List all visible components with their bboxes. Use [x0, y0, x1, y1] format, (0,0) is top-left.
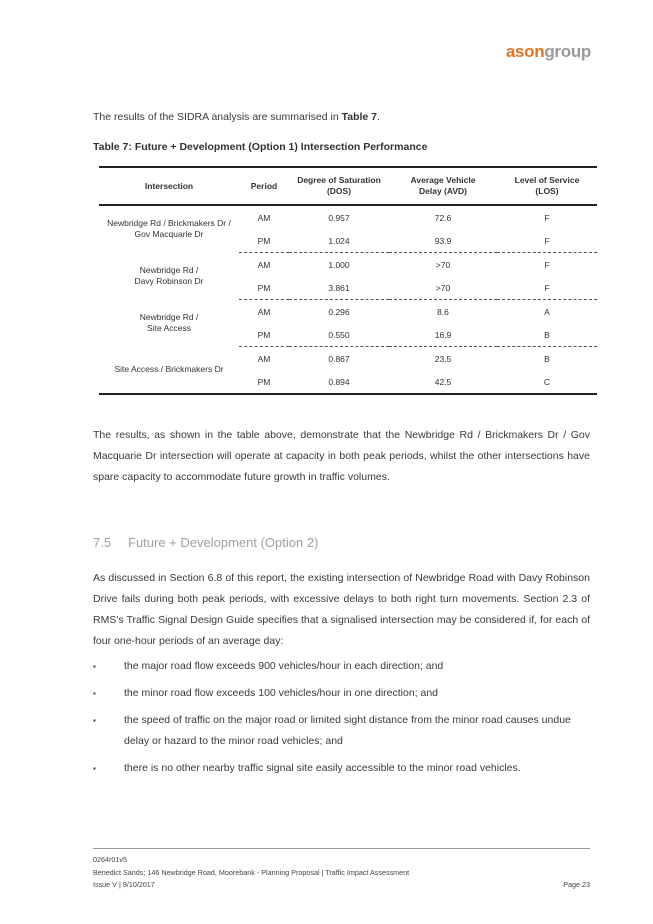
bullet-text: the major road flow exceeds 900 vehicles/hour in each direction; and	[124, 660, 444, 672]
header-los: Level of Service (LOS)	[497, 167, 597, 205]
los-cell: B	[544, 353, 550, 364]
avd-cell: 23.5	[434, 353, 452, 364]
dos-cell: 1.000	[328, 259, 350, 270]
los-cell: F	[497, 276, 597, 300]
results-paragraph: The results, as shown in the table above, demonstrate that the Newbridge Rd / Brickmakers Dr / Gov Macquarie Dr intersection will operate at capacity in both peak periods, whilst the other intersections have spare capacity to accommodate future growth in traffic volumes.	[93, 429, 590, 483]
los-cell: B	[497, 323, 597, 347]
dos-cell: 0.550	[289, 323, 389, 347]
bullet-text: the minor road flow exceeds 100 vehicles/hour in one direction; and	[124, 687, 439, 699]
list-item	[93, 710, 590, 752]
dos-cell: 3.861	[289, 276, 389, 300]
company-logo	[506, 42, 591, 62]
header-dos: Degree of Saturation (DOS)	[289, 167, 389, 205]
dos-cell: 1.024	[289, 229, 389, 253]
los-cell: F	[544, 259, 550, 270]
period-cell: PM	[239, 323, 289, 347]
avd-cell: >70	[435, 259, 451, 270]
section-title: Future + Development (Option 2)	[128, 535, 319, 550]
header-intersection: Intersection	[99, 167, 239, 205]
intro-text: The results of the SIDRA analysis are summarised in	[93, 111, 342, 123]
table-row	[99, 253, 597, 277]
intersection-name: Newbridge Rd / Brickmakers Dr / Gov Macquarie Dr	[107, 218, 231, 240]
header-period: Period	[239, 167, 289, 205]
logo-part-group: group	[544, 42, 591, 61]
los-cell: C	[497, 370, 597, 394]
avd-cell: 16.9	[389, 323, 497, 347]
avd-cell: 42.5	[389, 370, 497, 394]
section-paragraph: As discussed in Section 6.8 of this report, the existing intersection of Newbridge Road with Davy Robinson Drive fails during both peak periods, with excessive delays to both right turn movements. Section 2.3 of RMS's Traffic Signal Design Guide specifies that a signalised intersection may be considered if, for each of four one-hour periods of an average day:	[93, 572, 590, 647]
dos-cell: 0.296	[328, 306, 350, 317]
period-cell: PM	[239, 229, 289, 253]
intro-period: .	[377, 111, 380, 123]
intersection-name: Newbridge Rd / Davy Robinson Dr	[134, 264, 204, 286]
table-row	[99, 300, 597, 324]
logo-part-ason: ason	[505, 42, 545, 61]
footer-divider	[93, 848, 590, 849]
header-avd: Average Vehicle Delay (AVD)	[389, 167, 497, 205]
page-number: Page 23	[563, 880, 590, 889]
section-number: 7.5	[93, 535, 112, 550]
list-item	[93, 683, 590, 704]
table-caption: Table 7: Future + Development (Option 1) Intersection Performance	[93, 141, 428, 153]
dos-cell: 0.867	[328, 353, 350, 364]
bullet-text: there is no other nearby traffic signal site easily accessible to the minor road vehicles.	[124, 762, 521, 774]
period-cell: AM	[257, 212, 271, 223]
bullet-marker: ▪	[93, 764, 96, 773]
footer-issue: Issue V | 9/10/2017	[93, 880, 155, 889]
bullet-marker: ▪	[93, 689, 96, 698]
intersection-name: Newbridge Rd / Site Access	[139, 311, 199, 333]
avd-cell: 8.6	[437, 306, 449, 317]
avd-cell: 72.6	[434, 212, 452, 223]
table-header-row	[99, 167, 597, 205]
los-cell: A	[544, 306, 550, 317]
footer-ref: 0264r01v5	[93, 855, 127, 864]
table-row	[99, 205, 597, 229]
list-item	[93, 758, 590, 779]
bullet-marker: ▪	[93, 662, 96, 671]
period-cell: AM	[257, 353, 271, 364]
bullet-marker: ▪	[93, 716, 96, 725]
bullet-text: the speed of traffic on the major road or limited sight distance from the minor road causes undue delay or hazard to the minor road vehicles; and	[124, 714, 571, 747]
period-cell: AM	[257, 259, 271, 270]
los-cell: F	[544, 212, 550, 223]
avd-cell: 93.9	[389, 229, 497, 253]
los-cell: F	[497, 229, 597, 253]
list-item	[93, 656, 590, 677]
page-footer	[93, 854, 590, 892]
avd-cell: >70	[389, 276, 497, 300]
intro-table-ref: Table 7	[341, 111, 378, 123]
period-cell: PM	[239, 276, 289, 300]
intersection-performance-table	[99, 166, 597, 395]
table-row	[99, 347, 597, 371]
dos-cell: 0.894	[289, 370, 389, 394]
footer-project: Benedict Sands; 146 Newbridge Road, Moorebank - Planning Proposal | Traffic Impact Assessment	[93, 867, 410, 877]
section-heading	[93, 535, 318, 550]
period-cell: PM	[239, 370, 289, 394]
period-cell: AM	[257, 306, 271, 317]
dos-cell: 0.957	[328, 212, 350, 223]
criteria-list	[93, 656, 590, 785]
intro-sentence	[93, 111, 380, 123]
intersection-name: Site Access / Brickmakers Dr	[99, 347, 239, 395]
